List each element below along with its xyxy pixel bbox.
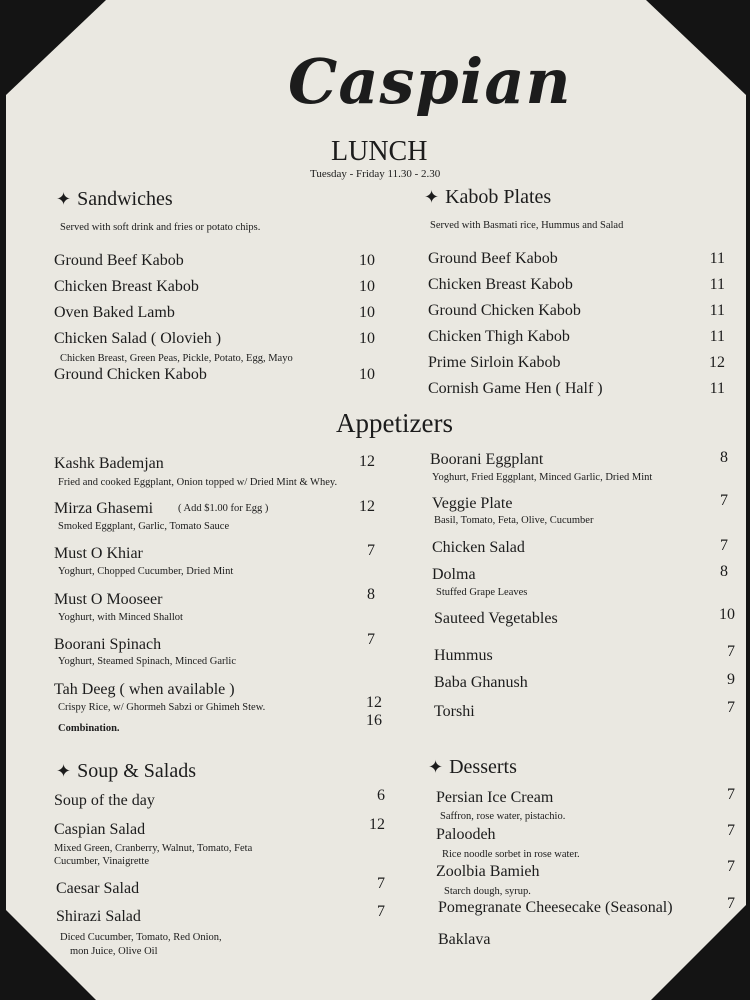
combination-label: Combination. [58,723,120,734]
menu-item-price: 12 [369,816,385,833]
menu-item-name: Veggie Plate [432,495,513,512]
menu-item-description: Saffron, rose water, pistachio. [440,811,566,822]
menu-item-price: 7 [377,875,385,892]
menu-item-name: Chicken Thigh Kabob [428,328,570,345]
menu-item-name: Must O Khiar [54,545,143,562]
menu-item-price: 7 [720,537,728,554]
menu-item-price: 7 [727,822,735,839]
section-heading-desserts [428,756,517,779]
menu-item-name: Ground Chicken Kabob [428,302,581,319]
menu-item-price: 8 [720,563,728,580]
menu-item-name: Chicken Breast Kabob [428,276,573,293]
diamond-icon: ✦ [424,187,440,207]
menu-item-price: 10 [719,606,735,623]
menu-item-price: 11 [709,276,725,293]
diamond-icon: ✦ [428,757,444,777]
menu-item-price: 6 [377,787,385,804]
menu-item-name: Prime Sirloin Kabob [428,354,561,371]
menu-item-description: Basil, Tomato, Feta, Olive, Cucumber [434,515,594,526]
section-heading-kabob-plates [424,186,551,209]
menu-item-price: 7 [727,699,735,716]
menu-item-price: 11 [709,380,725,397]
section-heading-appetizers: Appetizers [336,408,453,438]
menu-item-description: Rice noodle sorbet in rose water. [442,849,580,860]
menu-item-description: mon Juice, Olive Oil [70,946,158,957]
menu-item-price: 10 [359,330,375,347]
section-note: Served with soft drink and fries or potato chips. [60,222,261,233]
opening-hours: Tuesday - Friday 11.30 - 2.30 [310,168,441,180]
menu-item-name: Dolma [432,566,476,583]
menu-item-price: 12 [709,354,725,371]
menu-item-price: 7 [377,903,385,920]
menu-item-name: Ground Beef Kabob [428,250,558,267]
menu-item-price: 11 [709,328,725,345]
menu-item-name: Zoolbia Bamieh [436,863,540,880]
menu-item-price: 11 [709,302,725,319]
menu-item-price: 7 [367,631,375,648]
menu-item-name: Soup of the day [54,792,155,809]
menu-item-description: Chicken Breast, Green Peas, Pickle, Potato, Egg, Mayo [60,353,293,364]
menu-item-name: Chicken Salad [432,539,525,556]
menu-item-description: Starch dough, syrup. [444,886,531,897]
menu-item-price: 7 [720,492,728,509]
menu-item-name: Chicken Breast Kabob [54,278,199,295]
menu-item-name: Persian Ice Cream [436,789,554,806]
menu-item-price: 9 [727,671,735,688]
menu-item-description: Crispy Rice, w/ Ghormeh Sabzi or Ghimeh Stew. [58,702,266,713]
menu-item-price: 7 [727,643,735,660]
menu-item-name: Pomegranate Cheesecake (Seasonal) [438,899,673,916]
menu-item-price: 8 [720,449,728,466]
menu-item-name: Mirza Ghasemi [54,500,154,517]
menu-item-description: Yoghurt, with Minced Shallot [58,612,183,623]
menu-item-name: Baklava [438,931,491,948]
section-heading-soup-salads [56,760,196,783]
menu-item-name: Sauteed Vegetables [434,610,558,627]
menu-item-price: 12 [359,453,375,470]
menu-item-description: Cucumber, Vinaigrette [54,856,149,867]
menu-item-price: 12 [359,498,375,515]
menu-item-description: Yoghurt, Chopped Cucumber, Dried Mint [58,566,234,577]
section-title: Sandwiches [77,188,173,210]
menu-item-price: 12 [366,694,382,711]
menu-item-name: Paloodeh [436,826,496,843]
meal-title: LUNCH [331,136,428,167]
menu-item-name: Cornish Game Hen ( Half ) [428,380,603,397]
menu-item-price: 10 [359,252,375,269]
diamond-icon: ✦ [56,761,72,781]
menu-item-name: Boorani Eggplant [430,451,544,468]
menu-item-description: Smoked Eggplant, Garlic, Tomato Sauce [58,521,230,532]
menu-item-description: Fried and cooked Eggplant, Onion topped w/ Dried Mint & Whey. [58,477,338,488]
menu-item-name: Tah Deeg ( when available ) [54,681,235,698]
menu-item-name: Chicken Salad ( Olovieh ) [54,330,222,347]
menu-item-price: 7 [727,895,735,912]
menu-item-price: 7 [727,858,735,875]
menu-item-price: 7 [367,542,375,559]
section-title: Desserts [449,756,517,778]
menu-item-description: Stuffed Grape Leaves [436,587,528,598]
menu-item-name: Oven Baked Lamb [54,304,175,321]
section-note: Served with Basmati rice, Hummus and Salad [430,220,624,231]
menu-item-name: Boorani Spinach [54,636,162,653]
menu-item-price: 8 [367,586,375,603]
section-heading-sandwiches [56,188,173,211]
menu-item-name: Ground Beef Kabob [54,252,184,269]
menu-item-name: Kashk Bademjan [54,455,164,472]
section-title: Kabob Plates [445,186,552,208]
menu-item-price: 10 [359,278,375,295]
menu-item-price: 10 [359,304,375,321]
menu-item-name: Ground Chicken Kabob [54,366,207,383]
menu-item-name: Baba Ghanush [434,674,528,691]
menu-item-name: Caesar Salad [56,880,140,897]
menu-item-extra: ( Add $1.00 for Egg ) [178,503,269,514]
diamond-icon: ✦ [56,189,72,209]
menu-item-name: Shirazi Salad [56,908,141,925]
menu-item-name: Hummus [434,647,493,664]
menu-item-price: 7 [727,786,735,803]
menu-item-name: Torshi [434,703,475,720]
menu-item-price: 11 [709,250,725,267]
combination-price: 16 [366,712,382,729]
section-title: Soup & Salads [77,760,196,782]
restaurant-name: Caspian [288,45,572,118]
menu-item-description: Diced Cucumber, Tomato, Red Onion, [60,932,222,943]
menu-item-description: Yoghurt, Steamed Spinach, Minced Garlic [58,656,236,667]
menu-item-name: Caspian Salad [54,821,146,838]
menu-item-name: Must O Mooseer [54,591,163,608]
menu-item-price: 10 [359,366,375,383]
menu-item-description: Yoghurt, Fried Eggplant, Minced Garlic, Dried Mint [432,472,653,483]
menu-item-description: Mixed Green, Cranberry, Walnut, Tomato, Feta [54,843,253,854]
